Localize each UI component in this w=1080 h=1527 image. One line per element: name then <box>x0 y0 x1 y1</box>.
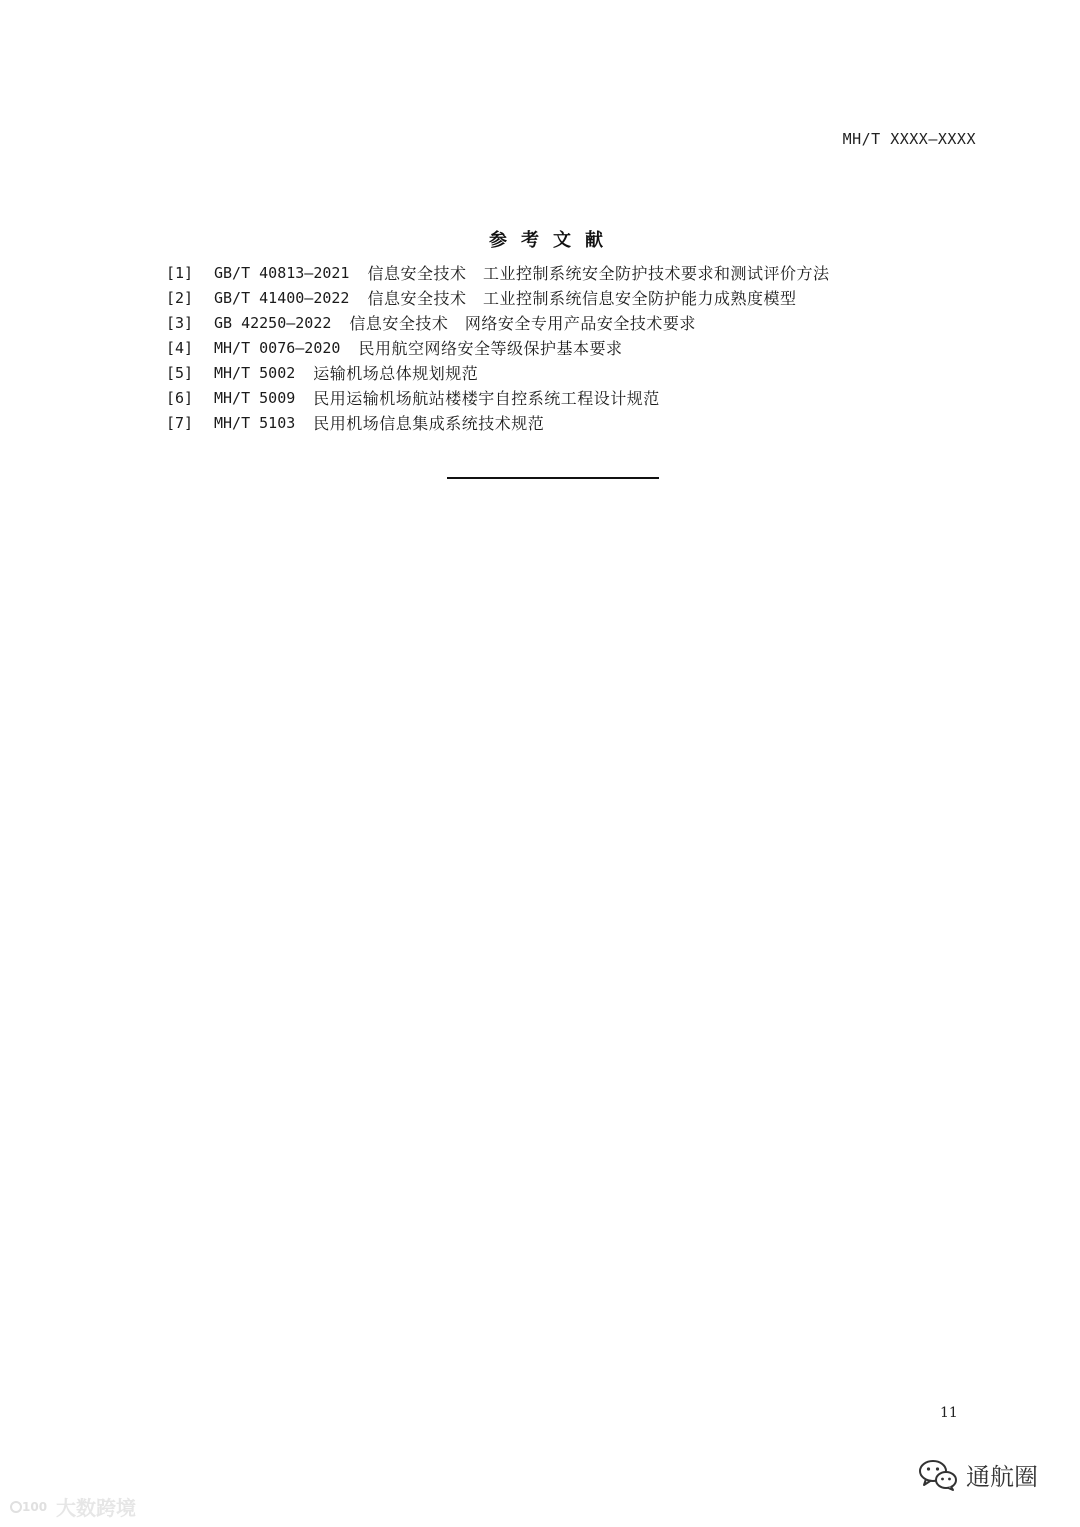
reference-code: MH/T 5009 <box>214 388 296 407</box>
reference-item <box>166 310 829 335</box>
document-code: MH/T XXXX—XXXX <box>842 130 976 148</box>
reference-title: 民用运输机场航站楼楼宇自控系统工程设计规范 <box>313 389 660 408</box>
reference-title: 信息安全技术 工业控制系统信息安全防护能力成熟度模型 <box>367 289 797 308</box>
watermark-left-text: 大数跨境 <box>56 1496 136 1520</box>
brand-logo-icon <box>10 1496 50 1518</box>
reference-title: 信息安全技术 网络安全专用产品安全技术要求 <box>349 314 696 333</box>
reference-item <box>166 360 829 385</box>
reference-code: GB 42250—2022 <box>214 313 332 332</box>
reference-item <box>166 335 829 360</box>
reference-index: [7] <box>166 413 194 432</box>
reference-code: GB/T 41400—2022 <box>214 288 350 307</box>
reference-index: [6] <box>166 388 194 407</box>
reference-title: 信息安全技术 工业控制系统安全防护技术要求和测试评价方法 <box>367 264 830 283</box>
reference-item <box>166 385 829 410</box>
watermark-right <box>918 1457 1038 1492</box>
reference-item <box>166 285 829 310</box>
reference-code: GB/T 40813—2021 <box>214 263 350 282</box>
wechat-icon <box>918 1458 958 1492</box>
reference-code: MH/T 5103 <box>214 413 296 432</box>
watermark-left <box>10 1492 136 1521</box>
watermark-right-text: 通航圈 <box>966 1463 1038 1491</box>
reference-index: [1] <box>166 263 194 282</box>
reference-index: [2] <box>166 288 194 307</box>
reference-title: 运输机场总体规划规范 <box>313 364 479 383</box>
reference-code: MH/T 0076—2020 <box>214 338 341 357</box>
reference-item <box>166 260 829 285</box>
reference-item <box>166 410 829 435</box>
reference-index: [3] <box>166 313 194 332</box>
brand-logo-text: 100 <box>22 1499 48 1514</box>
reference-title: 民用航空网络安全等级保护基本要求 <box>358 339 623 358</box>
reference-code: MH/T 5002 <box>214 363 296 382</box>
page-number: 11 <box>940 1405 958 1421</box>
reference-list <box>166 260 829 435</box>
end-rule <box>447 477 659 479</box>
reference-title: 民用机场信息集成系统技术规范 <box>313 414 545 433</box>
section-title: 参考文献 <box>489 230 617 251</box>
reference-index: [5] <box>166 363 194 382</box>
reference-index: [4] <box>166 338 194 357</box>
